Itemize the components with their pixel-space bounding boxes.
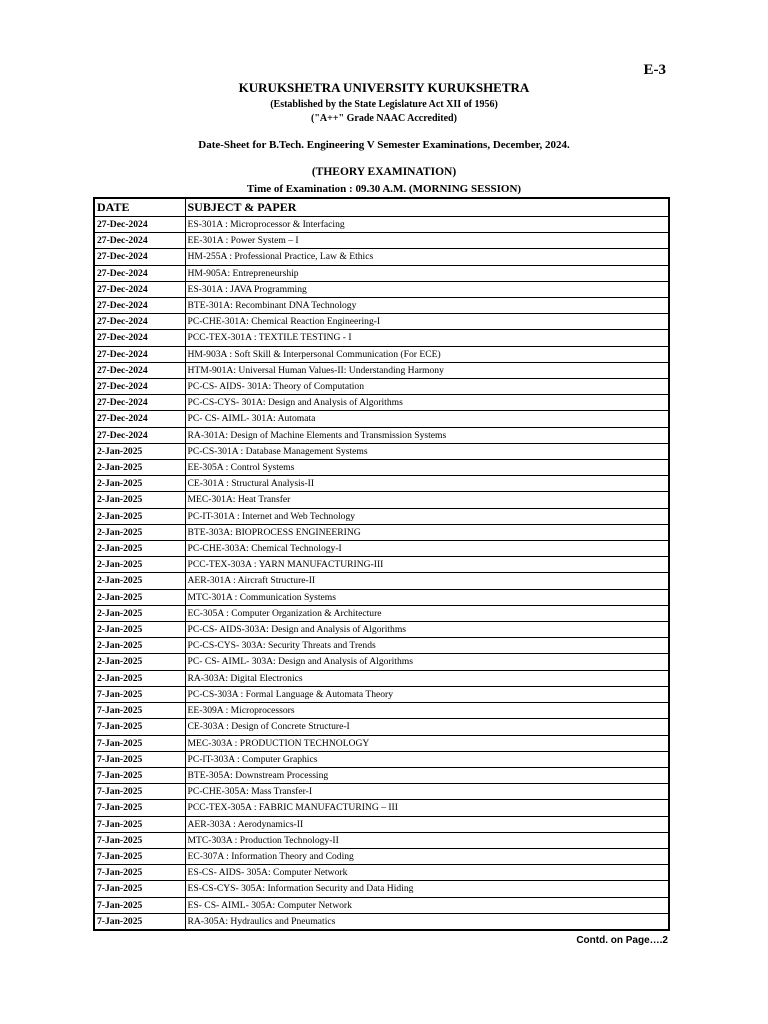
table-row [94,281,669,297]
table-row [94,492,669,508]
exam-date-cell: 2-Jan-2025 [94,476,185,492]
table-row [94,865,669,881]
table-row [94,897,669,913]
exam-date-cell: 7-Jan-2025 [94,751,185,767]
exam-date-cell: 7-Jan-2025 [94,686,185,702]
subject-paper-cell: EE-305A : Control Systems [185,460,669,476]
exam-date-cell: 27-Dec-2024 [94,217,185,233]
table-row [94,233,669,249]
accreditation-note: ("A++" Grade NAAC Accredited) [311,113,457,124]
subject-paper-cell: PCC-TEX-303A : YARN MANUFACTURING-III [185,557,669,573]
exam-date-cell: 2-Jan-2025 [94,573,185,589]
table-row [94,508,669,524]
subject-paper-cell: PC-IT-301A : Internet and Web Technology [185,508,669,524]
exam-date-cell: 2-Jan-2025 [94,508,185,524]
subject-paper-cell: PC-CHE-303A: Chemical Technology-I [185,541,669,557]
column-header-subject: SUBJECT & PAPER [185,198,669,217]
exam-date-cell: 7-Jan-2025 [94,897,185,913]
table-row [94,605,669,621]
table-row [94,346,669,362]
table-row [94,816,669,832]
subject-paper-cell: RA-305A: Hydraulics and Pneumatics [185,913,669,930]
table-row [94,719,669,735]
exam-date-cell: 2-Jan-2025 [94,443,185,459]
subject-paper-cell: EE-309A : Microprocessors [185,703,669,719]
table-row [94,751,669,767]
table-row [94,800,669,816]
table-row [94,622,669,638]
table-row [94,654,669,670]
exam-time: Time of Examination : 09.30 A.M. (MORNING SESSION) [246,183,522,195]
subject-paper-cell: RA-303A: Digital Electronics [185,670,669,686]
subject-paper-cell: HTM-901A: Universal Human Values-II: Understanding Harmony [185,362,669,378]
exam-date-cell: 7-Jan-2025 [94,881,185,897]
table-row [94,249,669,265]
subject-paper-cell: ES-CS- AIDS- 305A: Computer Network [185,865,669,881]
exam-date-cell: 2-Jan-2025 [94,492,185,508]
subject-paper-cell: PC-CS-301A : Database Management Systems [185,443,669,459]
exam-date-cell: 27-Dec-2024 [94,281,185,297]
table-row [94,573,669,589]
subject-paper-cell: EE-301A : Power System – I [185,233,669,249]
table-row [94,362,669,378]
exam-date-cell: 7-Jan-2025 [94,865,185,881]
subject-paper-cell: PC-CS-CYS- 301A: Design and Analysis of Algorithms [185,395,669,411]
exam-date-cell: 7-Jan-2025 [94,816,185,832]
table-row [94,395,669,411]
table-row [94,217,669,233]
exam-date-cell: 7-Jan-2025 [94,832,185,848]
exam-date-cell: 2-Jan-2025 [94,541,185,557]
exam-date-cell: 2-Jan-2025 [94,670,185,686]
date-sheet-title: Date-Sheet for B.Tech. Engineering V Semester Examinations, December, 2024. [198,139,570,151]
subject-paper-cell: EC-305A : Computer Organization & Architecture [185,605,669,621]
page-code: E-3 [643,62,666,78]
subject-paper-cell: PC-CS-CYS- 303A: Security Threats and Trends [185,638,669,654]
table-row [94,476,669,492]
subject-paper-cell: BTE-305A: Downstream Processing [185,767,669,783]
subject-paper-cell: RA-301A: Design of Machine Elements and Transmission Systems [185,427,669,443]
table-row [94,686,669,702]
exam-date-cell: 27-Dec-2024 [94,411,185,427]
subject-paper-cell: CE-301A : Structural Analysis-II [185,476,669,492]
subject-paper-cell: MTC-301A : Communication Systems [185,589,669,605]
subject-paper-cell: HM-903A : Soft Skill & Interpersonal Communication (For ECE) [185,346,669,362]
table-row [94,735,669,751]
table-body [94,217,669,930]
exam-date-cell: 7-Jan-2025 [94,703,185,719]
subject-paper-cell: ES-CS-CYS- 305A: Information Security and Data Hiding [185,881,669,897]
subject-paper-cell: PC-IT-303A : Computer Graphics [185,751,669,767]
exam-date-cell: 7-Jan-2025 [94,800,185,816]
table-row [94,460,669,476]
table-row [94,443,669,459]
exam-date-cell: 27-Dec-2024 [94,379,185,395]
exam-date-cell: 7-Jan-2025 [94,719,185,735]
exam-date-cell: 27-Dec-2024 [94,298,185,314]
exam-date-cell: 27-Dec-2024 [94,249,185,265]
exam-date-cell: 7-Jan-2025 [94,767,185,783]
date-sheet-table [93,197,670,931]
subject-paper-cell: BTE-301A: Recombinant DNA Technology [185,298,669,314]
table-row [94,848,669,864]
exam-date-cell: 2-Jan-2025 [94,524,185,540]
date-sheet-table-wrapper [93,197,668,931]
table-row [94,784,669,800]
subject-paper-cell: ES- CS- AIML- 305A: Computer Network [185,897,669,913]
exam-date-cell: 27-Dec-2024 [94,395,185,411]
exam-date-cell: 2-Jan-2025 [94,589,185,605]
table-header-row [94,198,669,217]
subject-paper-cell: MEC-303A : PRODUCTION TECHNOLOGY [185,735,669,751]
exam-date-cell: 2-Jan-2025 [94,654,185,670]
subject-paper-cell: PCC-TEX-305A : FABRIC MANUFACTURING – III [185,800,669,816]
subject-paper-cell: PC-CHE-301A: Chemical Reaction Engineering-I [185,314,669,330]
table-row [94,265,669,281]
university-title: KURUKSHETRA UNIVERSITY KURUKSHETRA [238,80,530,95]
exam-date-cell: 27-Dec-2024 [94,330,185,346]
table-row [94,638,669,654]
exam-date-cell: 2-Jan-2025 [94,557,185,573]
exam-date-cell: 27-Dec-2024 [94,233,185,249]
table-row [94,767,669,783]
subject-paper-cell: MTC-303A : Production Technology-II [185,832,669,848]
exam-date-cell: 27-Dec-2024 [94,346,185,362]
continued-note: Contd. on Page….2 [576,935,668,946]
table-row [94,670,669,686]
establishment-note: (Established by the State Legislature Act XII of 1956) [270,99,498,110]
table-row [94,541,669,557]
table-row [94,703,669,719]
table-row [94,913,669,930]
subject-paper-cell: AER-301A : Aircraft Structure-II [185,573,669,589]
table-row [94,314,669,330]
table-row [94,832,669,848]
exam-date-cell: 27-Dec-2024 [94,362,185,378]
table-row [94,524,669,540]
exam-date-cell: 2-Jan-2025 [94,638,185,654]
exam-date-cell: 27-Dec-2024 [94,427,185,443]
table-row [94,379,669,395]
table-row [94,589,669,605]
subject-paper-cell: ES-301A : JAVA Programming [185,281,669,297]
column-header-date: DATE [94,198,185,217]
subject-paper-cell: PC- CS- AIML- 301A: Automata [185,411,669,427]
subject-paper-cell: EC-307A : Information Theory and Coding [185,848,669,864]
exam-date-cell: 7-Jan-2025 [94,735,185,751]
subject-paper-cell: AER-303A : Aerodynamics-II [185,816,669,832]
table-row [94,330,669,346]
subject-paper-cell: HM-905A: Entrepreneurship [185,265,669,281]
subject-paper-cell: ES-301A : Microprocessor & Interfacing [185,217,669,233]
subject-paper-cell: PC-CS- AIDS- 301A: Theory of Computation [185,379,669,395]
exam-date-cell: 2-Jan-2025 [94,622,185,638]
exam-date-cell: 2-Jan-2025 [94,460,185,476]
exam-date-cell: 27-Dec-2024 [94,314,185,330]
subject-paper-cell: CE-303A : Design of Concrete Structure-I [185,719,669,735]
subject-paper-cell: PC- CS- AIML- 303A: Design and Analysis of Algorithms [185,654,669,670]
subject-paper-cell: MEC-301A: Heat Transfer [185,492,669,508]
exam-date-cell: 7-Jan-2025 [94,848,185,864]
subject-paper-cell: BTE-303A: BIOPROCESS ENGINEERING [185,524,669,540]
table-row [94,411,669,427]
table-row [94,298,669,314]
subject-paper-cell: HM-255A : Professional Practice, Law & Ethics [185,249,669,265]
exam-date-cell: 7-Jan-2025 [94,784,185,800]
subject-paper-cell: PC-CS-303A : Formal Language & Automata Theory [185,686,669,702]
subject-paper-cell: PC-CHE-305A: Mass Transfer-I [185,784,669,800]
exam-type: (THEORY EXAMINATION) [311,166,457,178]
table-row [94,557,669,573]
exam-date-cell: 7-Jan-2025 [94,913,185,930]
subject-paper-cell: PC-CS- AIDS-303A: Design and Analysis of Algorithms [185,622,669,638]
subject-paper-cell: PCC-TEX-301A : TEXTILE TESTING - I [185,330,669,346]
table-row [94,881,669,897]
exam-date-cell: 27-Dec-2024 [94,265,185,281]
table-row [94,427,669,443]
exam-date-cell: 2-Jan-2025 [94,605,185,621]
